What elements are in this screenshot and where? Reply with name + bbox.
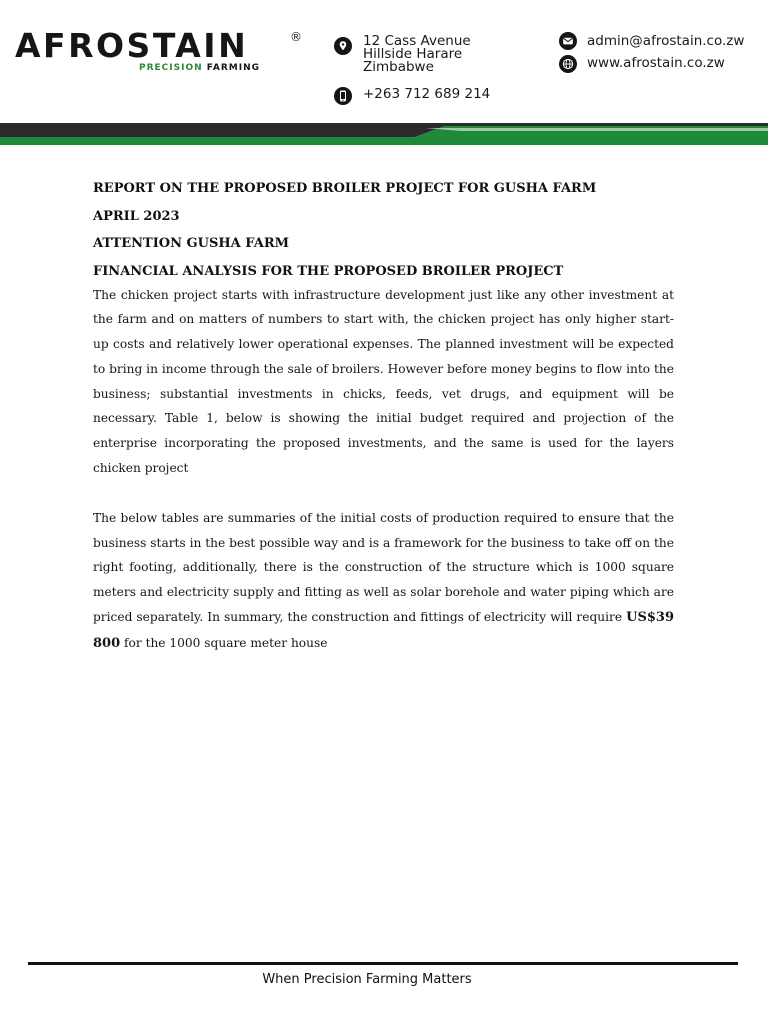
footer-slogan: When Precision Farming Matters (262, 972, 472, 987)
registered-mark: ® (290, 30, 302, 44)
paragraph-1: The chicken project starts with infrastructure development just like any other investment at the farm and on matters of numbers to start with, the chicken project has only higher start-up costs and relatively lower operational expenses. The planned investment will be expected to bring in income through the sale of broilers. However before money begins to flow into the business; substantial investments in chicks, feeds, vet drugs, and equipment will be necessary. Table 1, below is showing the initial budget required and projection of the enterprise incorporating the proposed investments, and the same is used for the layers chicken project (93, 287, 674, 476)
attention-line: ATTENTION GUSHA FARM (93, 236, 290, 251)
report-date: APRIL 2023 (93, 208, 180, 224)
paragraph-2-tail: for the 1000 square meter house (120, 635, 328, 650)
footer-divider (28, 962, 738, 965)
phone-number[interactable]: +263 712 689 214 (363, 86, 491, 102)
tagline-precision: PRECISION (139, 63, 203, 73)
address-line-3: Zimbabwe (363, 59, 434, 75)
paragraph-2 (93, 506, 674, 657)
email-address[interactable]: admin@afrostain.co.zw (587, 33, 745, 49)
address-line-1: 12 Cass Avenue (363, 33, 471, 49)
logo-tagline (139, 62, 260, 74)
company-logo (15, 26, 302, 78)
address (363, 35, 513, 74)
paragraph-2-text: The below tables are summaries of the initial costs of production required to ensure that the business starts in the best possible way and is a framework for the business to take off on the right footing, additionally, there is the construction of the structure which is 1000 square meters and electricity supply and fitting as well as solar borehole and water piping which are priced separately. In summary, the construction and fittings of electricity will require (93, 510, 674, 625)
construction-cost-amount: US$39 800 (93, 610, 674, 651)
report-title: REPORT ON THE PROPOSED BROILER PROJECT FOR GUSHA FARM (93, 181, 597, 196)
website-url[interactable]: www.afrostain.co.zw (587, 55, 725, 71)
location-icon (334, 37, 352, 55)
report-body (93, 180, 674, 657)
globe-icon (559, 55, 577, 73)
email-icon (559, 32, 577, 50)
phone-icon (334, 87, 352, 105)
section-heading: FINANCIAL ANALYSIS FOR THE PROPOSED BROILER PROJECT (93, 263, 564, 279)
address-line-2: Hillside Harare (363, 46, 463, 62)
tagline-farming: FARMING (206, 63, 261, 73)
logo-wordmark: AFROSTAIN (15, 26, 249, 65)
header-band (0, 120, 768, 150)
